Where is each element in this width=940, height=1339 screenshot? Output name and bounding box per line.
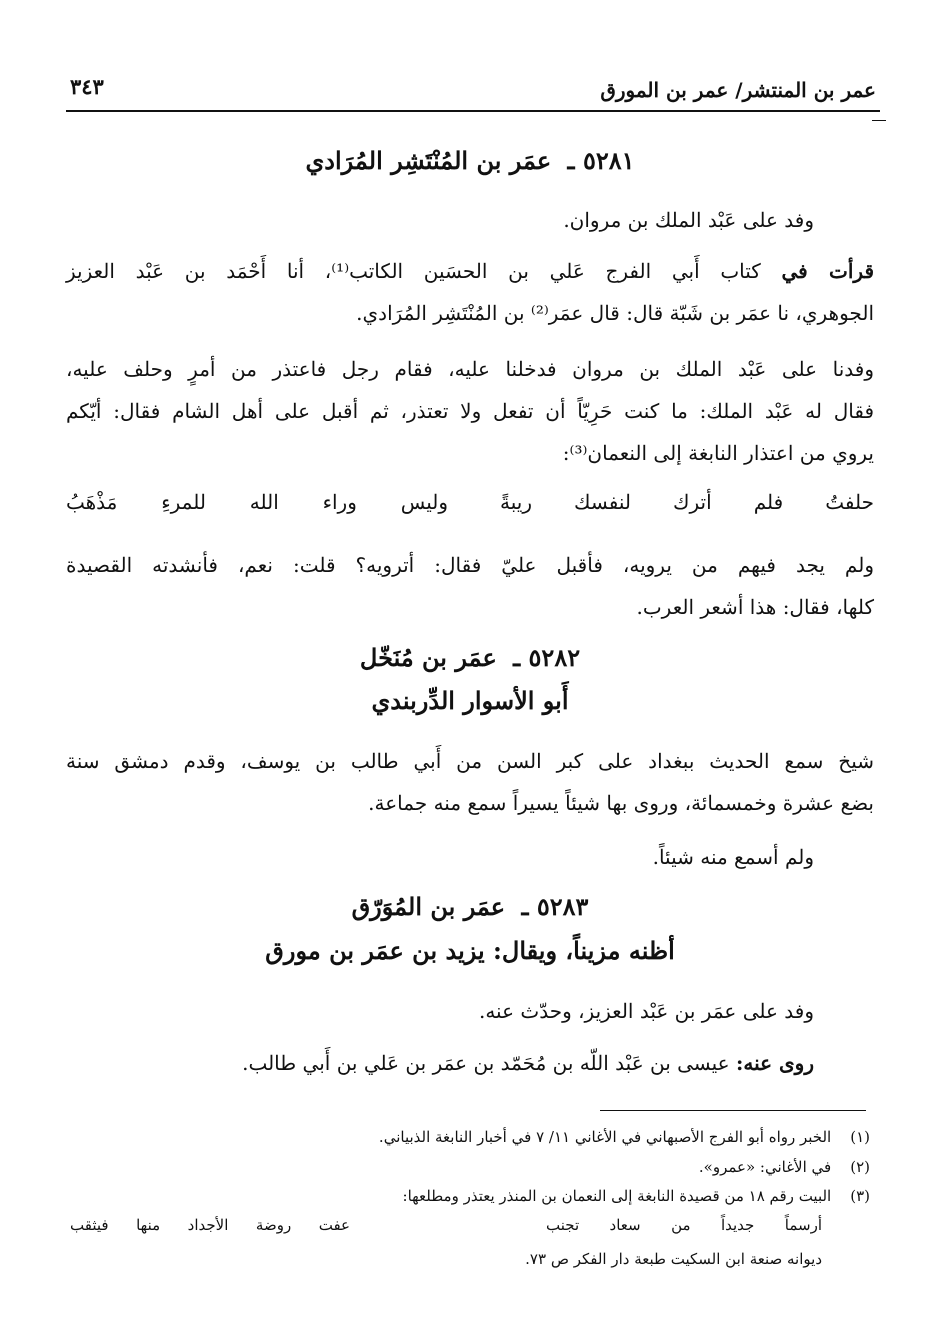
entry-heading-5283 xyxy=(66,892,874,921)
lead-word: قرأت في xyxy=(781,259,875,283)
footnote-1 xyxy=(70,1126,870,1148)
paragraph-line: وفد على عمَر بن عَبْد العزيز، وحدّث عنه. xyxy=(478,999,814,1023)
paragraph-line: شيخ سمع الحديث ببغداد على كبر السن من أَبي طالب بن يوسف، وقدم دمشق سنة xyxy=(66,749,875,773)
paragraph-text: كتاب أَبي الفرج عَلي بن الحسَين الكاتب⁽¹⁾، أنا أَحْمَد بن عَبْد العزيز xyxy=(66,259,761,283)
entry-subtitle: أَبو الأسوار الدِّربندي xyxy=(371,686,569,715)
footnote-verse xyxy=(70,1216,822,1238)
footnote-source: ديوانه صنعة ابن السكيت طبعة دار الفكر ص ٧٣. xyxy=(525,1250,822,1268)
footnote-text: في الأغاني: «عمرو». xyxy=(698,1158,832,1176)
paragraph-line: فقال له عَبْد الملك: ما كنت حَرِيّاً أن تفعل ولا تعتذر، ثم أقبل على أهل الشام فقال: أيّكم xyxy=(66,399,874,423)
page-number: ٣٤٣ xyxy=(70,74,104,99)
paragraph-line xyxy=(66,256,874,286)
header-tick-mark xyxy=(872,120,886,121)
header-rule xyxy=(66,110,880,112)
paragraph-text: عيسى بن عَبْد اللّه بن مُحَمّد بن عمَر بن عَلي بن أَبي طالب. xyxy=(242,1051,730,1075)
entry-subtitle: أظنه مزيناً، ويقال: يزيد بن عمَر بن مورق xyxy=(265,936,675,965)
paragraph-line: وفد على عَبْد الملك بن مروان. xyxy=(563,208,814,232)
footnote-2 xyxy=(70,1156,870,1178)
lead-word: روى عنه: xyxy=(735,1051,814,1075)
paragraph-line xyxy=(242,1048,814,1078)
verse-second-hemistich: وليس وراء الله للمرءِ مَذْهَبُ xyxy=(66,490,448,514)
entry-heading-5282 xyxy=(66,643,874,672)
footnote-text: الخبر رواه أبو الفرج الأصبهاني في الأغاني ١١/ ٧ في أخبار النابغة الذبياني. xyxy=(378,1128,832,1146)
entry-name: عمَر بن مُنَخّل xyxy=(359,643,497,672)
paragraph-line: ولم أسمع منه شيئاً. xyxy=(652,845,814,869)
entry-heading-5281 xyxy=(66,146,874,175)
entry-number: ٥٢٨٣ ـ xyxy=(521,892,589,921)
verse-second-hemistich: عفت روضة الأجداد منها فيثقب xyxy=(70,1216,350,1234)
entry-name: عمَر بن المُنْتَشِر المُرَادي xyxy=(305,146,552,175)
poem-verse xyxy=(66,490,874,524)
footnote-separator xyxy=(600,1110,866,1111)
footnote-mark: (١) xyxy=(850,1128,870,1146)
paragraph-line: وفدنا على عَبْد الملك بن مروان فدخلنا عليه، فقام رجل فاعتذر من أمرٍ وحلف عليه، xyxy=(66,357,874,381)
verse-first-hemistich: أرسماً جديداً من سعاد تجنب xyxy=(546,1216,822,1234)
verse-first-hemistich: حلفتُ فلم أترك لنفسك ريبةً xyxy=(500,490,874,514)
paragraph-line: بضع عشرة وخمسمائة، وروى بها شيئاً يسيراً سمع منه جماعة. xyxy=(368,791,874,815)
entry-name: عمَر بن المُوَرّق xyxy=(351,892,506,921)
running-title: عمر بن المنتشر/ عمر بن المورق xyxy=(600,78,876,102)
footnote-3 xyxy=(70,1185,870,1207)
footnote-mark: (٢) xyxy=(850,1158,870,1176)
paragraph-line: كلها، فقال: هذا أشعر العرب. xyxy=(636,595,874,619)
paragraph-line: ولم يجد فيهم من يرويه، فأقبل عليّ فقال: أترويه؟ قلت: نعم، فأنشدته القصيدة xyxy=(66,553,874,577)
entry-number: ٥٢٨٢ ـ xyxy=(513,643,581,672)
entry-number: ٥٢٨١ ـ xyxy=(567,146,635,175)
footnote-text: البيت رقم ١٨ من قصيدة النابغة إلى النعمان بن المنذر يعتذر ومطلعها: xyxy=(402,1187,832,1205)
footnote-mark: (٣) xyxy=(850,1187,870,1205)
paragraph-line: الجوهري، نا عمَر بن شَبّة قال: قال عمَر⁽²⁾ بن المُنْتَشِر المُرَادي. xyxy=(356,301,874,325)
paragraph-line: يروي من اعتذار النابغة إلى النعمان⁽³⁾: xyxy=(562,441,874,465)
